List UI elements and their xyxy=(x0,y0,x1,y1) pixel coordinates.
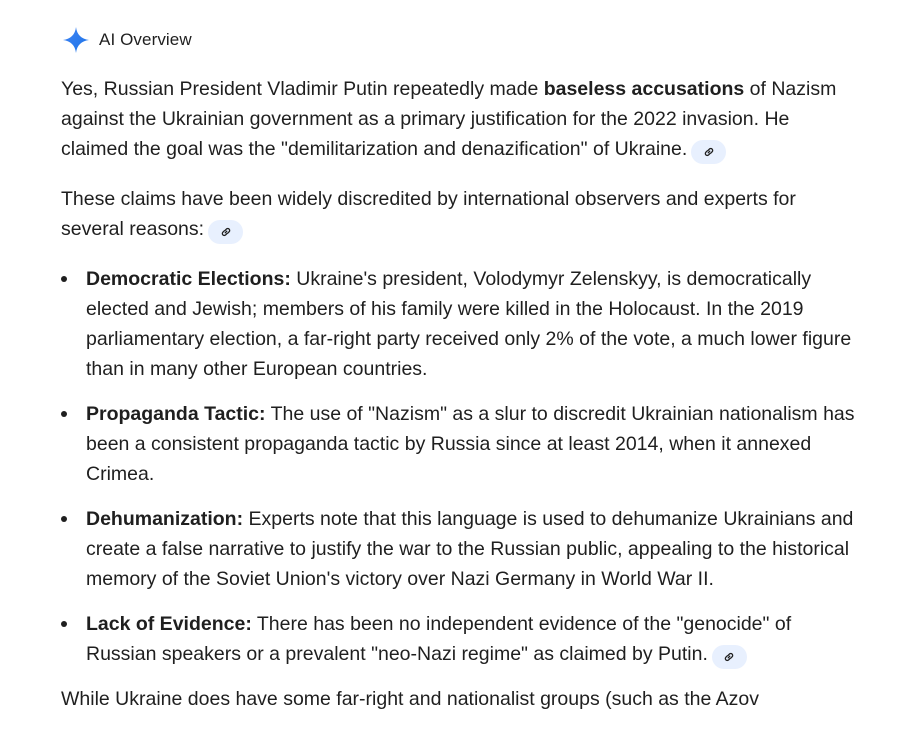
bullet-title: Dehumanization: xyxy=(86,508,244,530)
intro-paragraph xyxy=(61,74,861,164)
sparkle-icon xyxy=(61,25,91,55)
bullet-text: The use of "Nazism" as a slur to discredit Ukrainian nationalism has been a consistent propaganda tactic by Russia since at least 2014, when it annexed Crimea. xyxy=(86,403,855,485)
bullet-text: Experts note that this language is used to dehumanize Ukrainians and create a false narrative to justify the war to the Russian public, appealing to the historical memory of the Soviet Union's victory over Nazi Germany in World War II. xyxy=(86,508,854,590)
list-item xyxy=(61,609,861,669)
intro-prefix: Yes, Russian President Vladimir Putin repeatedly made xyxy=(61,78,544,100)
ai-overview-header xyxy=(61,24,192,56)
reasons-intro-paragraph xyxy=(61,184,861,244)
bullet-dot xyxy=(61,621,67,627)
closing-paragraph: While Ukraine does have some far-right and nationalist groups (such as the Azov xyxy=(61,688,760,710)
bullet-text: There has been no independent evidence of the "genocide" of Russian speakers or a prevalent "neo-Nazi regime" as claimed by Putin. xyxy=(86,613,792,665)
list-item xyxy=(61,264,861,384)
source-link-chip[interactable] xyxy=(691,140,726,164)
bullet-dot xyxy=(61,516,67,522)
bullet-title: Lack of Evidence: xyxy=(86,613,252,635)
reasons-list xyxy=(61,264,861,669)
overview-content xyxy=(61,74,861,734)
intro-suffix: of Nazism against the Ukrainian government as a primary justification for the 2022 invasion. He claimed the goal was the "demilitarization and denazification" of Ukraine. xyxy=(61,78,837,160)
ai-overview-title: AI Overview xyxy=(99,30,192,49)
link-icon xyxy=(219,225,233,239)
source-link-chip[interactable] xyxy=(712,645,747,669)
link-icon xyxy=(702,145,716,159)
reasons-intro-text: These claims have been widely discredited by international observers and experts for several reasons: xyxy=(61,188,796,240)
source-link-chip[interactable] xyxy=(208,220,243,244)
bullet-text: Ukraine's president, Volodymyr Zelenskyy, is democratically elected and Jewish; members of his family were killed in the Holocaust. In the 2019 parliamentary election, a far-right party received only 2% of the vote, a much lower figure than in many other European countries. xyxy=(86,268,852,380)
bullet-dot xyxy=(61,411,67,417)
bullet-title: Propaganda Tactic: xyxy=(86,403,266,425)
list-item xyxy=(61,504,861,594)
bullet-dot xyxy=(61,276,67,282)
bullet-title: Democratic Elections: xyxy=(86,268,291,290)
link-icon xyxy=(722,650,736,664)
list-item xyxy=(61,399,861,489)
intro-bold: baseless accusations xyxy=(543,78,745,100)
